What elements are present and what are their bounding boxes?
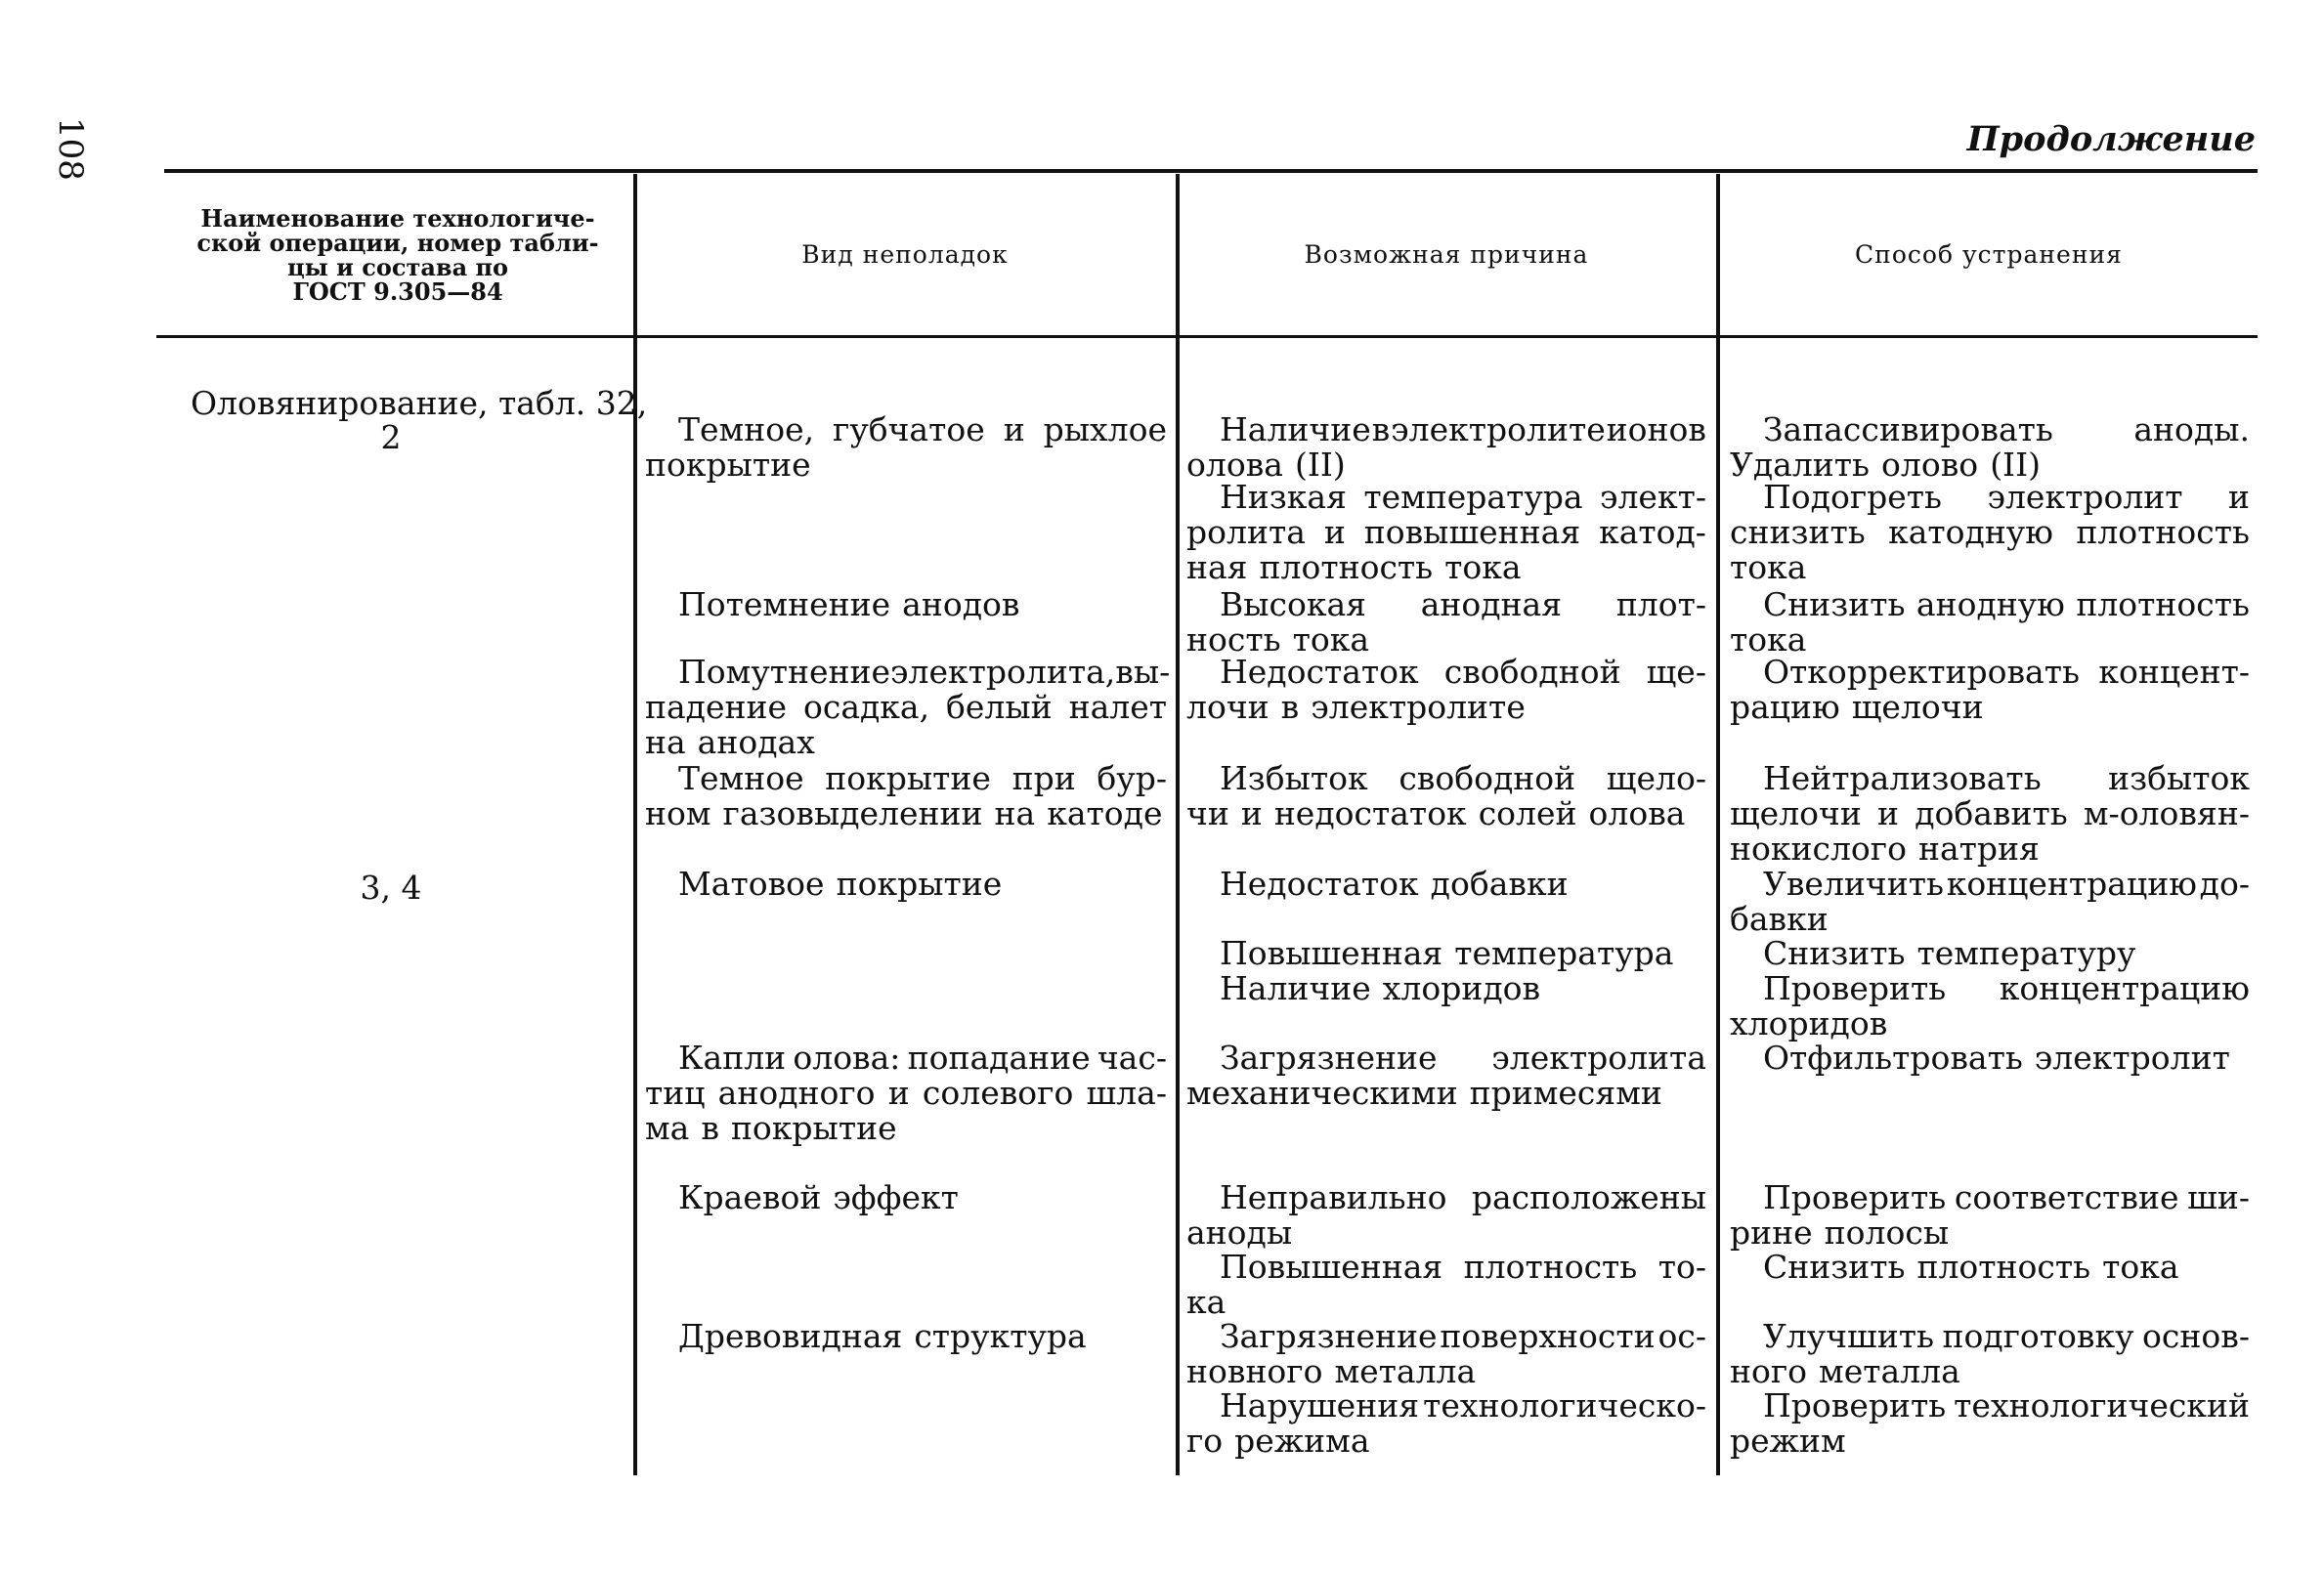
header-bottom-rule [156, 335, 2258, 338]
cause-entry [1186, 761, 1706, 831]
text-line: Матовое покрытие [678, 865, 1003, 903]
text-line: Избыток свободной щело- [1220, 759, 1706, 797]
defect-entry [645, 587, 1167, 622]
text-line: хлоридов [1730, 1004, 1888, 1042]
remedy-entry [1730, 587, 2250, 658]
text-line: Неправильно расположены [1220, 1178, 1706, 1216]
cause-entry [1186, 971, 1706, 1006]
continuation-label: Продолжение [1966, 119, 2256, 159]
text-line: нокислого натрия [1730, 829, 2040, 868]
text-line: аноды [1186, 1213, 1293, 1252]
text-line: тиц анодного и солевого шла- [645, 1074, 1167, 1112]
remedy-entry [1730, 1319, 2250, 1389]
column-divider-2 [1176, 174, 1180, 1475]
operation-name: Оловянирование, табл. 32, [191, 384, 648, 422]
text-line: ность тока [1186, 620, 1370, 659]
column-divider-3 [1716, 174, 1720, 1475]
cause-entry [1186, 936, 1706, 971]
text-line: Увеличить концентрацию до- [1763, 865, 2250, 903]
text-line: падение осадка, белый налет [645, 688, 1167, 726]
text-line: Наличие в электролите ионов [1220, 410, 1706, 448]
text-line: ного металла [1730, 1352, 1960, 1390]
remedy-entry [1730, 1041, 2250, 1076]
header-possible-cause: Возможная причина [1304, 239, 1589, 269]
remedy-entry [1730, 412, 2250, 483]
text-line: механическими примесями [1186, 1074, 1662, 1112]
text-line: Повышенная температура [1220, 934, 1674, 972]
text-line: Проверить соответствие ши- [1763, 1178, 2250, 1216]
text-line: снизить катодную плотность [1730, 513, 2250, 551]
text-line: Высокая анодная плот- [1220, 585, 1706, 623]
text-line: Проверить технологический [1763, 1386, 2250, 1424]
text-line: ная плотность тока [1186, 548, 1522, 586]
defect-entry [645, 867, 1167, 902]
defect-entry [645, 1180, 1167, 1215]
defect-entry [645, 412, 1167, 483]
text-line: Откорректировать концент- [1763, 653, 2250, 691]
page-number: 108 [51, 117, 90, 181]
remedy-entry [1730, 480, 2250, 585]
text-line: Удалить олово (II) [1730, 446, 2042, 484]
text-line: Подогреть электролит и [1763, 478, 2250, 516]
text-line: Темное, губчатое и рыхлое [678, 410, 1167, 448]
text-line: новного металла [1186, 1352, 1477, 1390]
text-line: тока [1730, 548, 1807, 586]
text-line: на анодах [645, 723, 815, 761]
header-remedy: Способ устранения [1855, 239, 2123, 269]
text-line: Нейтрализовать избыток [1763, 759, 2250, 797]
cause-entry [1186, 480, 1706, 585]
text-line: го режима [1186, 1422, 1370, 1460]
cause-entry [1186, 655, 1706, 725]
text-line: ма в покрытие [645, 1109, 897, 1147]
remedy-entry [1730, 971, 2250, 1042]
remedy-entry [1730, 936, 2250, 971]
text-line: бавки [1730, 900, 1829, 938]
text-line: рине полосы [1730, 1213, 1950, 1252]
text-line: Низкая температура элект- [1220, 478, 1706, 516]
text-line: ном газовыделении на катоде [645, 794, 1163, 832]
text-line: режим [1730, 1422, 1846, 1460]
remedy-entry [1730, 1388, 2250, 1459]
text-line: Загрязнение электролита [1220, 1039, 1706, 1077]
text-line: Темное покрытие при бур- [678, 759, 1167, 797]
cause-entry [1186, 867, 1706, 902]
remedy-entry [1730, 867, 2250, 937]
cause-entry [1186, 412, 1706, 483]
defect-entry [645, 761, 1167, 831]
text-line: рацию щелочи [1730, 688, 1984, 726]
text-line: щелочи и добавить м-оловян- [1730, 794, 2250, 832]
text-line: Краевой эффект [678, 1178, 959, 1216]
text-line: Снизить плотность тока [1763, 1248, 2179, 1286]
header-defect-type: Вид неполадок [801, 239, 1009, 269]
defect-entry [645, 1319, 1167, 1354]
text-line: Наличие хлоридов [1220, 969, 1541, 1007]
text-line: олова (II) [1186, 446, 1346, 484]
cause-entry [1186, 1319, 1706, 1389]
defect-entry [645, 1041, 1167, 1146]
text-line: Снизить анодную плотность [1763, 585, 2250, 623]
cause-entry [1186, 1041, 1706, 1111]
text-line: Древовидная структура [678, 1317, 1087, 1355]
cause-entry [1186, 587, 1706, 658]
cause-entry [1186, 1388, 1706, 1459]
text-line: Помутнение электролита, вы- [678, 653, 1171, 691]
remedy-entry [1730, 1250, 2250, 1285]
text-line: Нарушения технологическо- [1220, 1386, 1706, 1424]
remedy-entry [1730, 761, 2250, 867]
header-operation: Наименование технологиче- ской операции, номер табли- цы и состава по ГОСТ 9.305—84 [196, 203, 599, 307]
text-line: лочи в электролите [1186, 688, 1526, 726]
cause-entry [1186, 1180, 1706, 1251]
text-line: тока [1730, 620, 1807, 659]
text-line: покрытие [645, 446, 811, 484]
text-line: чи и недостаток солей олова [1186, 794, 1686, 832]
text-line: Улучшить подготовку основ- [1763, 1317, 2250, 1355]
composition-number: 2 [380, 418, 402, 456]
text-line: Потемнение анодов [678, 585, 1020, 623]
text-line: Проверить концентрацию [1763, 969, 2250, 1007]
remedy-entry [1730, 1180, 2250, 1251]
text-line: Загрязнение поверхности ос- [1220, 1317, 1706, 1355]
defect-entry [645, 653, 1171, 761]
text-line: Отфильтровать электролит [1763, 1039, 2230, 1077]
text-line: Капли олова: попадание час- [678, 1039, 1167, 1077]
text-line: ролита и повышенная катод- [1186, 513, 1706, 551]
text-line: ка [1186, 1283, 1227, 1321]
text-line: Недостаток добавки [1220, 865, 1569, 903]
column-divider-1 [633, 174, 637, 1475]
text-line: Запассивировать аноды. [1763, 410, 2250, 448]
cause-entry [1186, 1250, 1706, 1320]
composition-number: 3, 4 [360, 869, 422, 907]
remedy-entry [1730, 655, 2250, 725]
table-top-rule [164, 169, 2258, 173]
text-line: Недостаток свободной ще- [1220, 653, 1706, 691]
text-line: Повышенная плотность то- [1220, 1248, 1706, 1286]
text-line: Снизить температуру [1763, 934, 2136, 972]
